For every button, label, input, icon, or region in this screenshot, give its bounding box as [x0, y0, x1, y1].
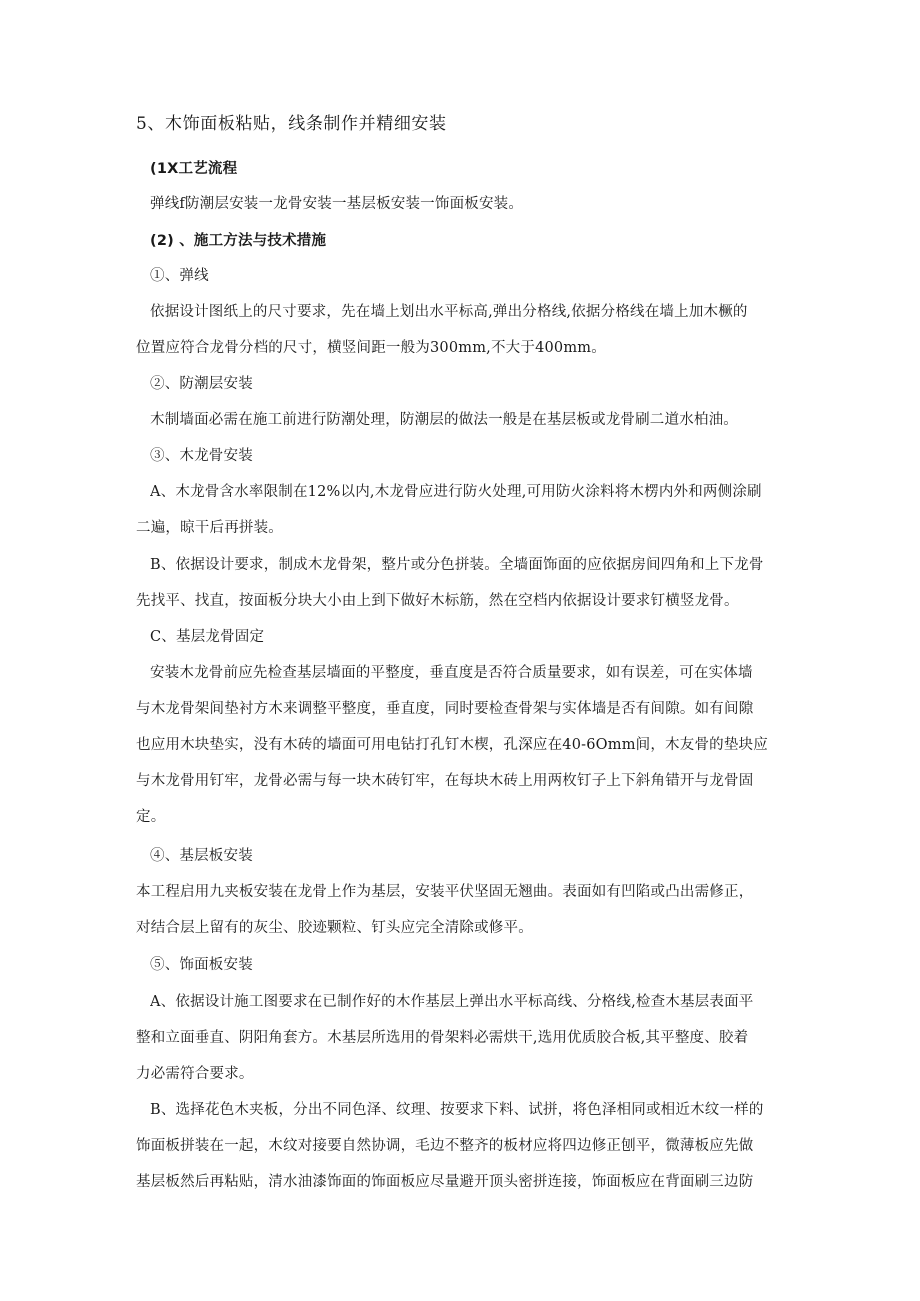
- step-heading-keel-install: ③、木龙骨安装: [150, 448, 253, 464]
- section-heading: 5、木饰面板粘贴，线条制作并精细安装: [136, 114, 447, 134]
- paragraph-line: 基层板然后再粘贴，清水油漆饰面的饰面板应尽量避开顶头密拼连接，饰面板应在背面刷三边防: [136, 1174, 754, 1190]
- step-heading-veneer-board: ⑤、饰面板安装: [150, 957, 253, 973]
- paragraph-line: 弹线f防潮层安装一龙骨安装一基层板安装一饰面板安装。: [150, 196, 524, 212]
- paragraph-line: 与木龙骨用钉牢，龙骨必需与每一块木砖钉牢，在每块木砖上用两枚钉子上下斜角错开与龙骨固: [136, 773, 754, 789]
- paragraph-line: 力必需符合要求。: [136, 1066, 254, 1082]
- paragraph-line: 也应用木块垫实，没有木砖的墙面可用电钻打孔钉木楔，孔深应在40-6Omm间，木友骨的垫块应: [136, 737, 768, 753]
- paragraph-line: 安装木龙骨前应先检查基层墙面的平整度，垂直度是否符合质量要求，如有误差，可在实体墙: [150, 665, 753, 681]
- paragraph-line: 饰面板拼装在一起，木纹对接要自然协调，毛边不整齐的板材应将四边修正刨平，微薄板应先做: [136, 1138, 754, 1154]
- step-heading-snap-line: ①、弹线: [150, 268, 209, 284]
- paragraph-line: 与木龙骨架间垫衬方木来调整平整度，垂直度，同时要检查骨架与实体墙是否有间隙。如有间隙: [136, 701, 754, 717]
- paragraph-line: 二遍，晾干后再拼装。: [136, 520, 283, 536]
- paragraph-line: B、依据设计要求，制成木龙骨架，整片或分色拼装。全墙面饰面的应依据房间四角和上下龙骨: [150, 557, 764, 573]
- paragraph-line: B、选择花色木夹板，分出不同色泽、纹理、按要求下料、试拼，将色泽相同或相近木纹一样的: [150, 1102, 764, 1118]
- paragraph-line: 整和立面垂直、阴阳角套方。木基层所选用的骨架料必需烘干,选用优质胶合板,其平整度、胶着: [136, 1030, 749, 1046]
- paragraph-line: 位置应符合龙骨分档的尺寸，横竖间距一般为300mm,不大于400mm。: [136, 340, 606, 356]
- subheading-methods: (2) 、施工方法与技术措施: [150, 233, 327, 249]
- paragraph-line: A、木龙骨含水率限制在12%以内,木龙骨应进行防火处理,可用防火涂料将木楞内外和两侧涂刷: [150, 484, 762, 500]
- step-heading-keel-fixing: C、基层龙骨固定: [150, 629, 265, 645]
- step-heading-moisture-layer: ②、防潮层安装: [150, 376, 253, 392]
- subheading-process-flow: (1X工艺流程: [150, 161, 238, 177]
- paragraph-line: A、依据设计施工图要求在已制作好的木作基层上弹出水平标高线、分格线,检查木基层表面平: [150, 994, 754, 1010]
- paragraph-line: 先找平、找直，按面板分块大小由上到下做好木标筋，然在空档内依据设计要求钉横竖龙骨。: [136, 593, 739, 609]
- paragraph-line: 依据设计图纸上的尺寸要求，先在墙上划出水平标高,弹出分格线,依据分格线在墙上加木橛的: [150, 304, 748, 320]
- paragraph-line: 定。: [136, 809, 166, 825]
- paragraph-line: 本工程启用九夹板安装在龙骨上作为基层，安装平伏坚固无翘曲。表面如有凹陷或凸出需修正，: [136, 884, 754, 900]
- step-heading-base-board: ④、基层板安装: [150, 848, 253, 864]
- paragraph-line: 对结合层上留有的灰尘、胶迹颗粒、钉头应完全清除或修平。: [136, 920, 533, 936]
- paragraph-line: 木制墙面必需在施工前进行防潮处理，防潮层的做法一般是在基层板或龙骨刷二道水柏油。: [150, 412, 738, 428]
